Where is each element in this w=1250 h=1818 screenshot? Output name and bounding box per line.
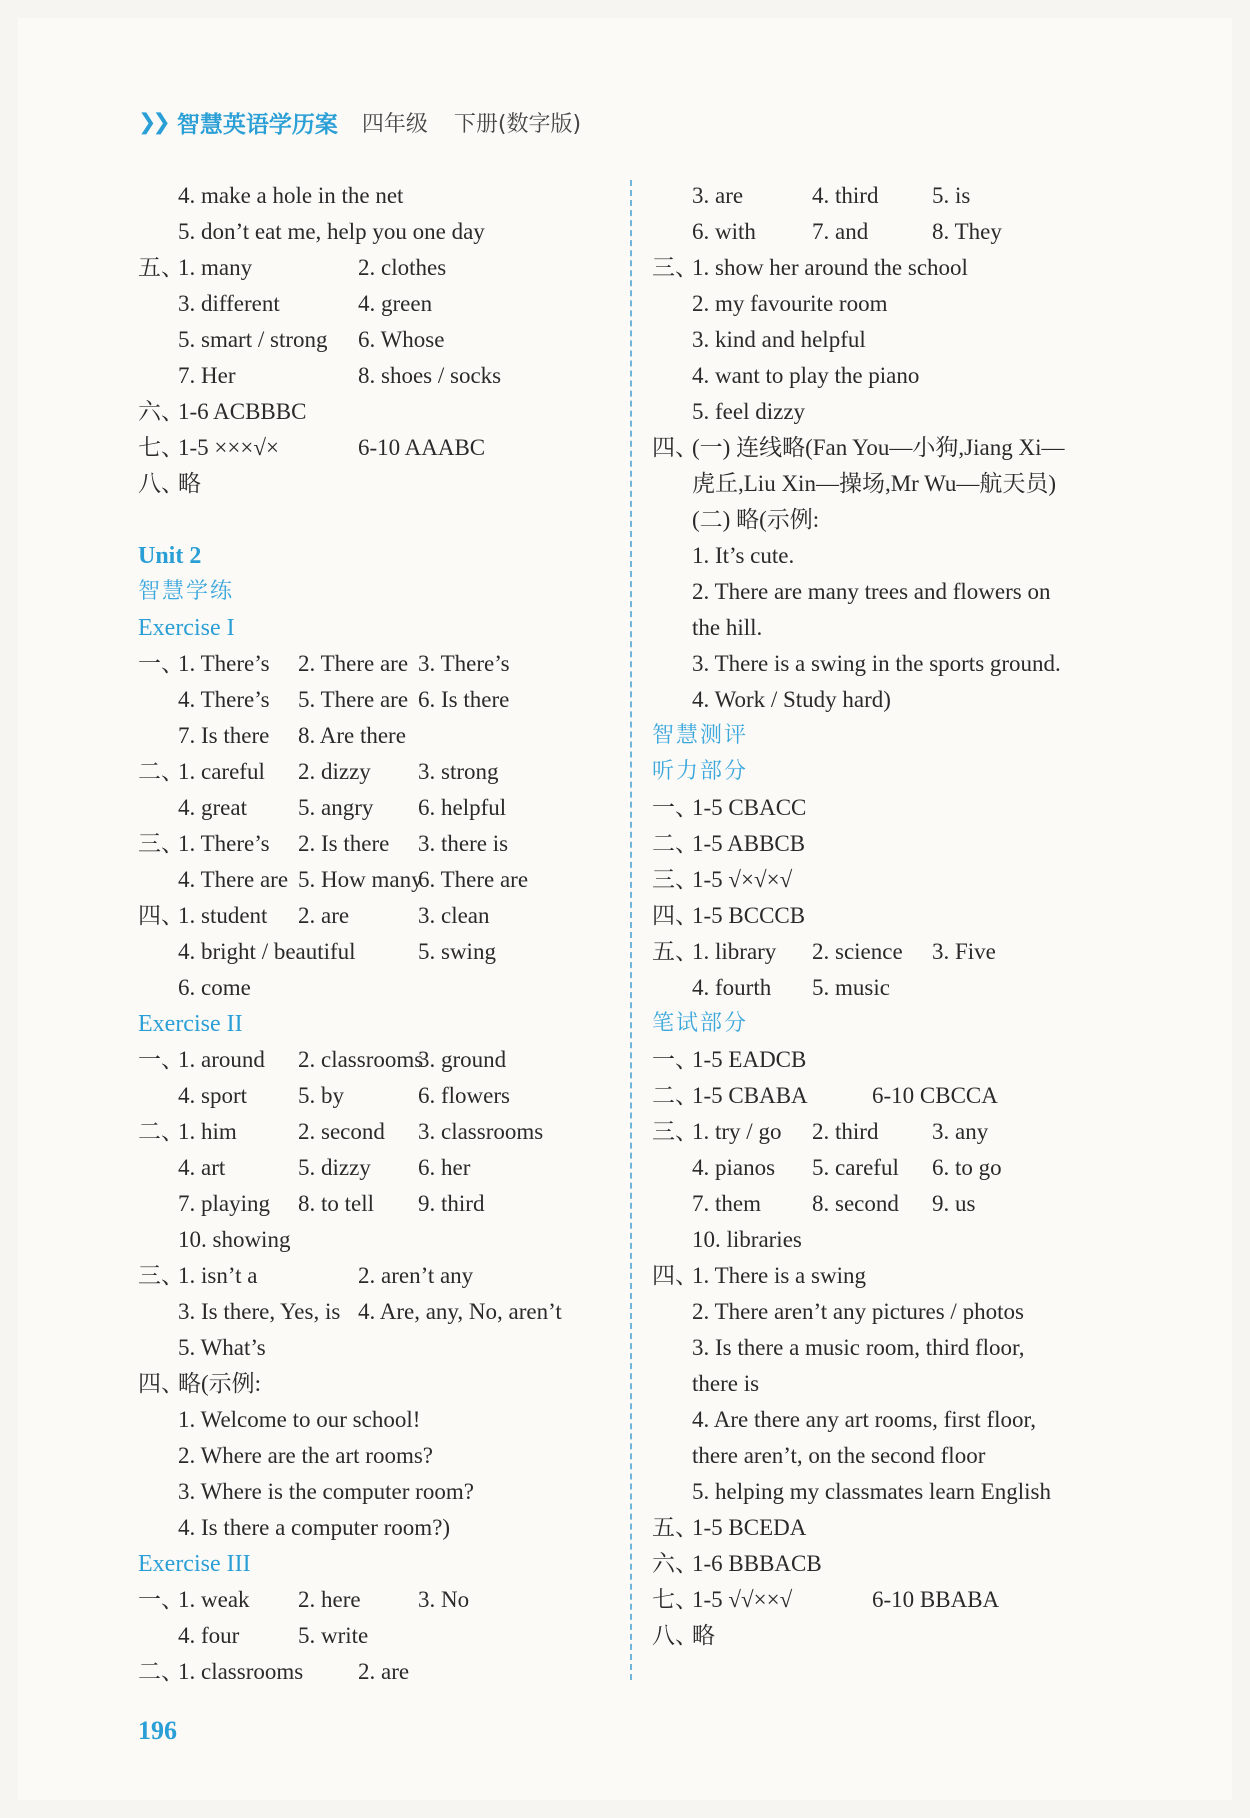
answer-line: [652, 250, 1132, 286]
answer-text: 1-6 BBBACB: [692, 1551, 822, 1576]
answer-text: 虎丘,Liu Xin—操场,Mr Wu—航天员): [692, 471, 1057, 496]
answer-text: 1. many: [178, 255, 253, 280]
answer-line: [138, 430, 618, 466]
answer-line: [138, 1114, 618, 1150]
answer-line: [138, 1654, 618, 1690]
answer-line: [652, 466, 1132, 502]
question-number: 八、: [138, 471, 184, 496]
answer-line: [652, 1330, 1132, 1366]
answer-line: [652, 1510, 1132, 1546]
answer-text: there is: [692, 1371, 760, 1396]
answer-text: 1-5 ×××√×: [178, 435, 279, 460]
answer-text: 2. Where are the art rooms?: [178, 1443, 434, 1468]
answer-text: 5. by: [298, 1083, 344, 1108]
answer-text: 7. Is there: [178, 723, 270, 748]
answer-text: 1-5 BCCCB: [692, 903, 806, 928]
answer-line: [138, 178, 618, 214]
answer-line: [138, 934, 618, 970]
answer-line: [652, 430, 1132, 466]
answer-text: 1. show her around the school: [692, 255, 968, 280]
question-number: 一、: [138, 1047, 184, 1072]
answer-text: 8. shoes / socks: [358, 363, 502, 388]
answer-line: [138, 970, 618, 1006]
series-title: 智慧英语学历案: [176, 111, 338, 138]
answer-line: [652, 1402, 1132, 1438]
answer-line: [138, 1510, 618, 1546]
answer-line: [652, 394, 1132, 430]
answer-line: [138, 1186, 618, 1222]
answer-line: [138, 898, 618, 934]
answer-line: [138, 1294, 618, 1330]
answer-text: 8. Are there: [298, 723, 406, 748]
answer-line: [652, 646, 1132, 682]
question-number: 七、: [652, 1587, 698, 1612]
answer-text: 略: [178, 471, 201, 496]
page-header: [138, 104, 581, 140]
answer-text: 1. student: [178, 903, 268, 928]
answer-text: 6. come: [178, 975, 251, 1000]
question-number: 五、: [652, 1515, 698, 1540]
question-number: 一、: [138, 1587, 184, 1612]
question-number: 七、: [138, 435, 184, 460]
answer-line: [652, 898, 1132, 934]
spacer: [138, 502, 618, 538]
answer-line: [138, 646, 618, 682]
answer-text: 2. classrooms: [298, 1047, 424, 1072]
answer-text: 6. helpful: [418, 795, 507, 820]
answer-line: [652, 1294, 1132, 1330]
answer-text: 1. Welcome to our school!: [178, 1407, 421, 1432]
answer-text: 3. No: [418, 1587, 470, 1612]
answer-text: 2. are: [358, 1659, 410, 1684]
answer-text: 5. What’s: [178, 1335, 266, 1360]
answer-line: [138, 1402, 618, 1438]
answer-line: [652, 574, 1132, 610]
answer-text: 6-10 AAABC: [358, 435, 486, 460]
answer-text: the hill.: [692, 615, 763, 640]
answer-text: 略(示例:: [178, 1371, 262, 1396]
answer-text: 4. There are: [178, 867, 289, 892]
answer-text: 5. How many: [298, 867, 423, 892]
answer-text: 5. dizzy: [298, 1155, 371, 1180]
answer-text: 1. There’s: [178, 831, 270, 856]
question-number: 二、: [138, 1119, 184, 1144]
answer-text: 4. great: [178, 795, 247, 820]
test-title: 智慧测评: [652, 723, 749, 748]
answer-text: 4. make a hole in the net: [178, 183, 404, 208]
answer-line: [138, 466, 618, 502]
answer-text: 7. and: [812, 219, 869, 244]
answer-text: 9. us: [932, 1191, 976, 1216]
answer-text: 6. Whose: [358, 327, 445, 352]
answer-line: [138, 1258, 618, 1294]
answer-text: 3. there is: [418, 831, 509, 856]
answer-text: 1-5 √√××√: [692, 1587, 793, 1612]
answer-text: 1. weak: [178, 1587, 250, 1612]
question-number: 三、: [138, 831, 184, 856]
answer-text: 4. sport: [178, 1083, 247, 1108]
question-number: 二、: [138, 759, 184, 784]
answer-line: [138, 1366, 618, 1402]
answer-text: 1. classrooms: [178, 1659, 304, 1684]
grade-label: 四年级: [361, 111, 428, 137]
answer-text: 1-5 ABBCB: [692, 831, 806, 856]
answer-text: 2. dizzy: [298, 759, 371, 784]
answer-text: 1. isn’t a: [178, 1263, 258, 1288]
answer-text: 1. There’s: [178, 651, 270, 676]
answer-text: 5. music: [812, 975, 890, 1000]
answer-line: [138, 682, 618, 718]
answer-text: 8. second: [812, 1191, 899, 1216]
answer-line: [138, 1330, 618, 1366]
answer-line: [652, 358, 1132, 394]
answer-text: 4. Is there a computer room?): [178, 1515, 451, 1540]
answer-text: 1-5 BCEDA: [692, 1515, 807, 1540]
question-number: 二、: [652, 1083, 698, 1108]
answer-text: 1-6 ACBBBC: [178, 399, 307, 424]
answer-text: 6. to go: [932, 1155, 1002, 1180]
answer-text: 5. There are: [298, 687, 409, 712]
answer-line: [138, 862, 618, 898]
answer-text: 6-10 BBABA: [872, 1587, 1000, 1612]
answer-text: 5. smart / strong: [178, 327, 328, 352]
answer-line: [138, 286, 618, 322]
answer-text: 4. There’s: [178, 687, 270, 712]
answer-text: 10. libraries: [692, 1227, 802, 1252]
answer-text: 4. Are there any art rooms, first floor,: [692, 1407, 1036, 1432]
answer-line: [652, 538, 1132, 574]
answer-line: [652, 1366, 1132, 1402]
answer-text: 6. with: [692, 219, 756, 244]
answer-text: 7. them: [692, 1191, 761, 1216]
answer-line: [652, 178, 1132, 214]
answer-line: [652, 1618, 1132, 1654]
answer-line: [138, 790, 618, 826]
answer-text: 2. my favourite room: [692, 291, 888, 316]
volume-label: 下册(数字版): [453, 111, 582, 137]
answer-text: 5. angry: [298, 795, 374, 820]
answer-text: 1-5 EADCB: [692, 1047, 807, 1072]
answer-text: 9. third: [418, 1191, 485, 1216]
answer-text: 2. third: [812, 1119, 879, 1144]
question-number: 五、: [138, 255, 184, 280]
answer-line: [652, 1042, 1132, 1078]
answer-text: 4. four: [178, 1623, 240, 1648]
answer-text: 1. around: [178, 1047, 265, 1072]
column-divider: [630, 180, 632, 1680]
answer-line: [138, 1222, 618, 1258]
answer-text: 4. bright / beautiful: [178, 939, 356, 964]
answer-text: 6. flowers: [418, 1083, 510, 1108]
answer-line: [652, 682, 1132, 718]
answer-text: 4. art: [178, 1155, 226, 1180]
question-number: 三、: [652, 255, 698, 280]
practice-title: 智慧学练: [138, 579, 235, 604]
answer-text: 3. ground: [418, 1047, 507, 1072]
answer-text: 4. Work / Study hard): [692, 687, 891, 712]
question-number: 一、: [138, 651, 184, 676]
answer-line: [138, 826, 618, 862]
answer-text: 2. Is there: [298, 831, 390, 856]
answer-text: 5. feel dizzy: [692, 399, 806, 424]
answer-line: [652, 1582, 1132, 1618]
page-number: 196: [138, 1716, 177, 1745]
answer-text: 4. Are, any, No, aren’t: [358, 1299, 562, 1324]
answer-line: [138, 1150, 618, 1186]
answer-text: 5. careful: [812, 1155, 899, 1180]
answer-line: [652, 1258, 1132, 1294]
answer-text: 6. Is there: [418, 687, 510, 712]
answer-line: [138, 358, 618, 394]
answer-text: 1. There is a swing: [692, 1263, 866, 1288]
answer-text: 1. careful: [178, 759, 265, 784]
answer-text: 3. kind and helpful: [692, 327, 866, 352]
answer-line: [652, 1078, 1132, 1114]
question-number: 三、: [652, 867, 698, 892]
answer-text: (一) 连线略(Fan You—小狗,Jiang Xi—: [692, 435, 1065, 460]
answer-text: 2. clothes: [358, 255, 447, 280]
answer-line: [652, 1150, 1132, 1186]
answer-line: [138, 322, 618, 358]
answer-text: 8. to tell: [298, 1191, 375, 1216]
answer-text: 2. There aren’t any pictures / photos: [692, 1299, 1024, 1324]
answer-text: 4. want to play the piano: [692, 363, 920, 388]
question-number: 六、: [652, 1551, 698, 1576]
answer-text: 2. aren’t any: [358, 1263, 474, 1288]
answer-line: [652, 1474, 1132, 1510]
answer-text: 10. showing: [178, 1227, 291, 1252]
exercise-3-title: Exercise III: [138, 1551, 251, 1577]
answer-line: [652, 1438, 1132, 1474]
answer-text: 4. fourth: [692, 975, 772, 1000]
answer-text: 1-5 CBACC: [692, 795, 807, 820]
answer-text: 1. him: [178, 1119, 237, 1144]
written-title: 笔试部分: [652, 1011, 749, 1036]
question-number: 五、: [652, 939, 698, 964]
answer-text: 2. are: [298, 903, 350, 928]
answer-text: 1. try / go: [692, 1119, 782, 1144]
answer-text: 略: [692, 1623, 715, 1648]
question-number: 二、: [652, 831, 698, 856]
answer-text: 7. Her: [178, 363, 236, 388]
answer-text: 5. is: [932, 183, 971, 208]
question-number: 二、: [138, 1659, 184, 1684]
answer-line: [138, 1078, 618, 1114]
question-number: 八、: [652, 1623, 698, 1648]
unit-title: Unit 2: [138, 543, 202, 569]
answer-text: there aren’t, on the second floor: [692, 1443, 986, 1468]
answer-line: [138, 394, 618, 430]
answer-text: 2. There are many trees and flowers on: [692, 579, 1051, 604]
answer-line: [652, 214, 1132, 250]
answer-text: 1. It’s cute.: [692, 543, 795, 568]
answer-text: 1-5 √×√×√: [692, 867, 793, 892]
question-number: 四、: [652, 903, 698, 928]
answer-line: [138, 754, 618, 790]
answer-text: 6. her: [418, 1155, 471, 1180]
answer-text: 3. classrooms: [418, 1119, 544, 1144]
answer-text: 4. third: [812, 183, 879, 208]
answer-text: 5. helping my classmates learn English: [692, 1479, 1051, 1504]
answer-line: [652, 502, 1132, 538]
answer-text: 3. Is there, Yes, is: [178, 1299, 341, 1324]
answer-line: [138, 250, 618, 286]
answer-text: 2. second: [298, 1119, 385, 1144]
listening-title: 听力部分: [652, 759, 749, 784]
answer-line: [652, 610, 1132, 646]
chevron-right-icon: ❯❯: [138, 109, 167, 135]
answer-text: 3. different: [178, 291, 280, 316]
answer-text: 4. pianos: [692, 1155, 776, 1180]
question-number: 六、: [138, 399, 184, 424]
answer-line: [652, 1222, 1132, 1258]
answer-line: [652, 1114, 1132, 1150]
answer-text: 3. Where is the computer room?: [178, 1479, 474, 1504]
question-number: 一、: [652, 795, 698, 820]
question-number: 一、: [652, 1047, 698, 1072]
answer-text: 3. are: [692, 183, 744, 208]
answer-text: 6. There are: [418, 867, 529, 892]
answer-text: 6-10 CBCCA: [872, 1083, 998, 1108]
answer-line: [652, 862, 1132, 898]
answer-text: 1-5 CBABA: [692, 1083, 808, 1108]
answer-text: 2. There are: [298, 651, 409, 676]
answer-line: [652, 1546, 1132, 1582]
answer-text: 3. any: [932, 1119, 989, 1144]
question-number: 四、: [652, 1263, 698, 1288]
answer-line: [652, 322, 1132, 358]
right-column: [652, 178, 1132, 1654]
question-number: 三、: [138, 1263, 184, 1288]
answer-text: 3. Is there a music room, third floor,: [692, 1335, 1025, 1360]
answer-text: 8. They: [932, 219, 1002, 244]
answer-text: 3. Five: [932, 939, 996, 964]
answer-line: [652, 970, 1132, 1006]
answer-line: [138, 1474, 618, 1510]
answer-line: [138, 1042, 618, 1078]
exercise-1-title: Exercise I: [138, 615, 235, 641]
question-number: 四、: [652, 435, 698, 460]
answer-text: 7. playing: [178, 1191, 270, 1216]
answer-line: [138, 718, 618, 754]
answer-text: 1. library: [692, 939, 777, 964]
answer-line: [652, 286, 1132, 322]
answer-text: 2. here: [298, 1587, 361, 1612]
answer-text: 3. clean: [418, 903, 490, 928]
answer-text: 5. don’t eat me, help you one day: [178, 219, 485, 244]
answer-text: 5. swing: [418, 939, 496, 964]
question-number: 三、: [652, 1119, 698, 1144]
answer-text: 3. There’s: [418, 651, 510, 676]
answer-line: [138, 1618, 618, 1654]
answer-line: [652, 934, 1132, 970]
answer-line: [138, 214, 618, 250]
question-number: 四、: [138, 903, 184, 928]
answer-line: [652, 1186, 1132, 1222]
answer-line: [138, 1582, 618, 1618]
answer-text: 2. science: [812, 939, 903, 964]
question-number: 四、: [138, 1371, 184, 1396]
answer-text: 5. write: [298, 1623, 369, 1648]
left-column: [138, 178, 618, 1690]
answer-text: 3. strong: [418, 759, 499, 784]
answer-text: 3. There is a swing in the sports ground.: [692, 651, 1061, 676]
answer-line: [138, 1438, 618, 1474]
exercise-2-title: Exercise II: [138, 1011, 243, 1037]
answer-text: 4. green: [358, 291, 433, 316]
answer-line: [652, 826, 1132, 862]
answer-line: [652, 790, 1132, 826]
answer-text: (二) 略(示例:: [692, 507, 820, 532]
